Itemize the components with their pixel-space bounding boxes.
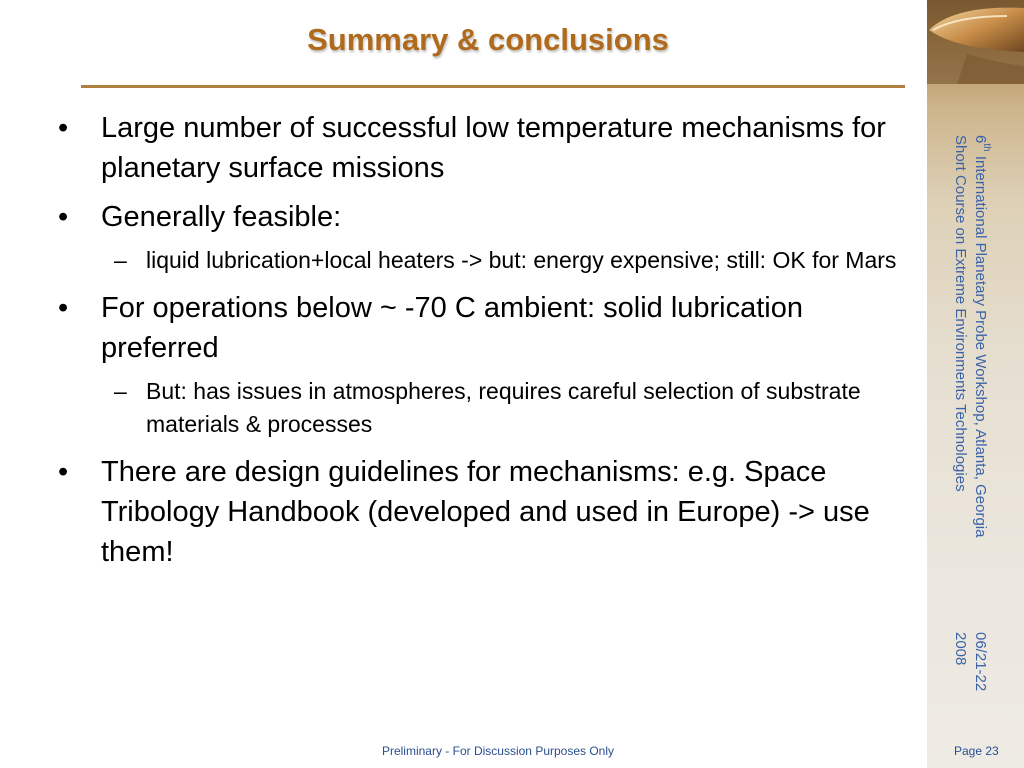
rocket-nose-icon [927,0,1024,84]
sidebar-date [950,632,990,691]
sub-bullet-marker: – [114,247,127,273]
title-underline [81,85,905,88]
sub-bullet-text: But: has issues in atmospheres, requires careful selection of substrate materials & processes [146,378,861,437]
date-line-1: 06/21-22 [972,632,989,692]
workshop-line-2: Short Course on Extreme Environments Technologies [952,135,969,492]
workshop-ordinal-suffix: th [981,143,992,152]
sub-bullet-text: liquid lubrication+local heaters -> but: energy expensive; still: OK for Mars [146,247,897,273]
sidebar-workshop-text [950,135,996,537]
bullet-item [58,452,920,572]
bullet-marker: • [58,456,69,488]
workshop-title: International Planetary Probe Workshop, Atlanta, Georgia [972,151,989,538]
bullet-list [58,108,920,581]
bullet-text: There are design guidelines for mechanisms: e.g. Space Tribology Handbook (developed and used in Europe) -> use them! [101,456,870,568]
workshop-line-1 [970,135,996,537]
bullet-item [58,197,920,237]
sub-bullet-marker: – [114,378,127,404]
bullet-marker: • [58,112,69,144]
sub-bullet-item [58,375,920,441]
bullet-text: Large number of successful low temperature mechanisms for planetary surface missions [101,112,886,184]
bullet-text: For operations below ~ -70 C ambient: solid lubrication preferred [101,292,804,364]
bullet-marker: • [58,201,69,233]
bullet-text: Generally feasible: [101,201,342,233]
bullet-marker: • [58,292,69,324]
bullet-item [58,108,920,188]
footer-disclaimer: Preliminary - For Discussion Purposes Only [381,744,615,758]
workshop-ordinal: 6 [972,135,989,144]
page-number: Page 23 [954,744,999,758]
slide-title: Summary & conclusions [307,22,669,57]
bullet-item [58,288,920,368]
date-line-2: 2008 [952,632,969,666]
sub-bullet-item [58,244,920,277]
